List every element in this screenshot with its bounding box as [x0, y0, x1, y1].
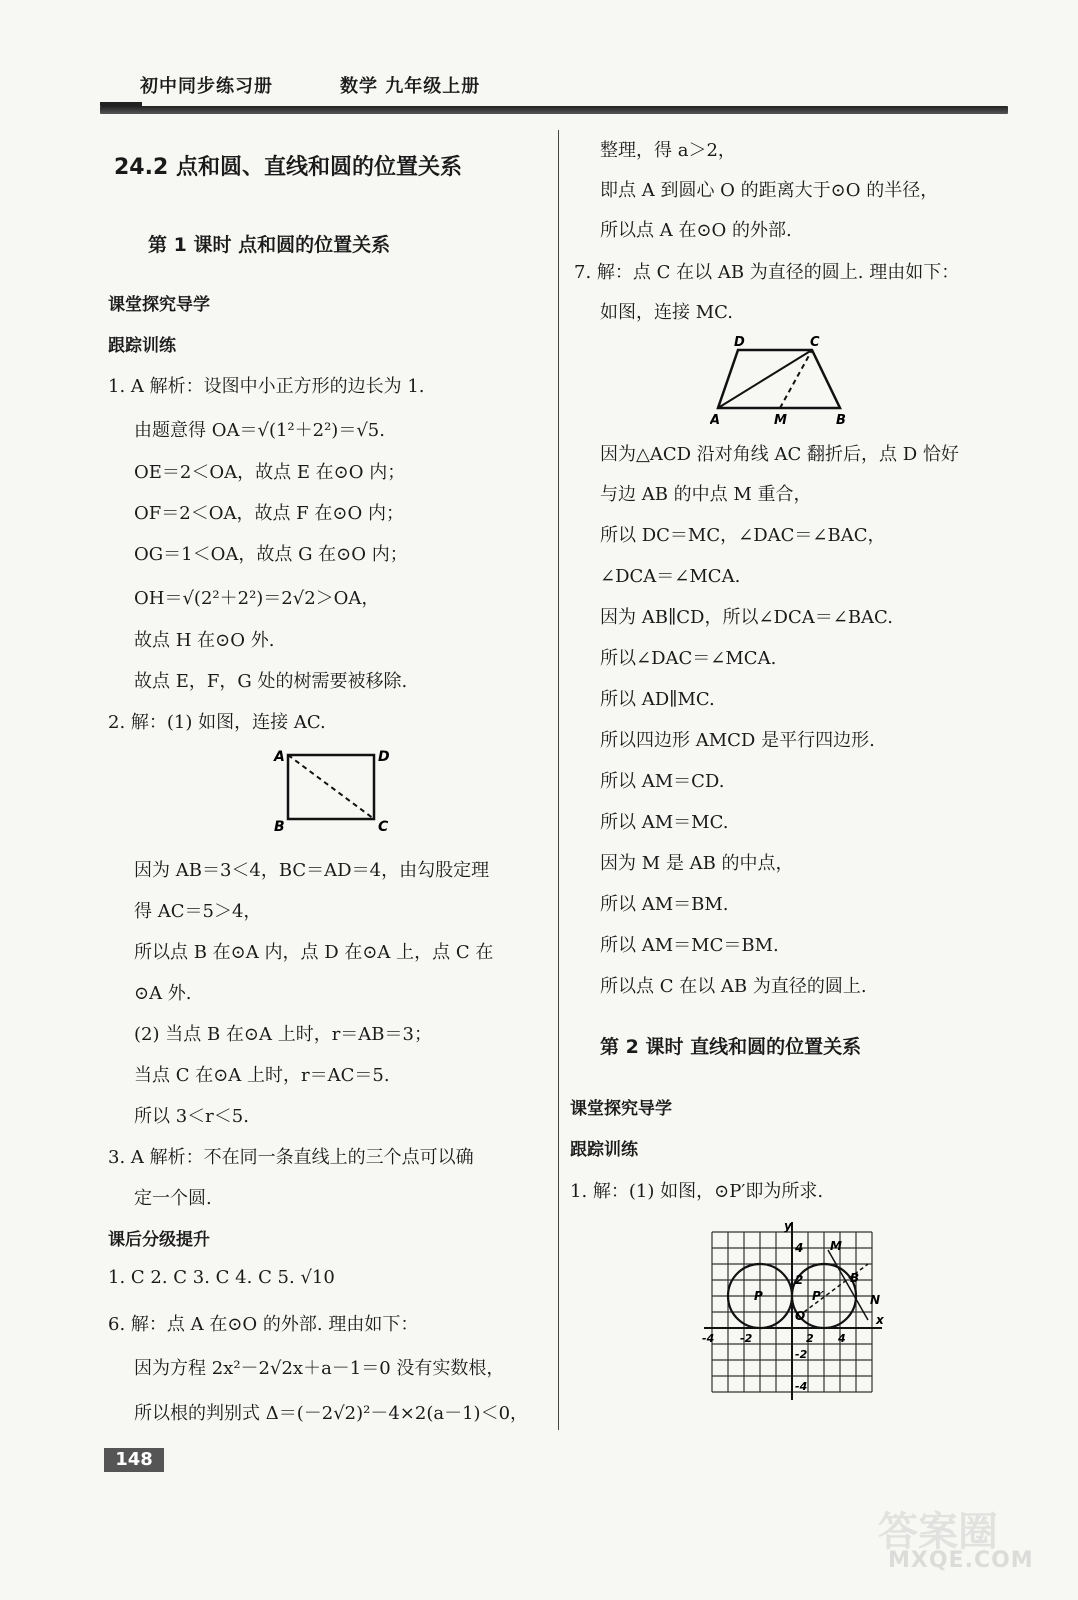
grid-label-neg2-x: -2 [740, 1332, 753, 1345]
answer-line: 7. 解：点 C 在以 AB 为直径的圆上. 理由如下： [574, 262, 960, 283]
grid-label-neg4-y: -4 [795, 1380, 808, 1393]
answer-line: 所以点 A 在⊙O 的外部. [600, 220, 792, 241]
watermark-url: MXQE.COM [888, 1548, 1034, 1573]
rect-label-c: C [378, 819, 389, 835]
answer-line: (2) 当点 B 在⊙A 上时，r＝AB＝3； [134, 1024, 432, 1045]
answer-line: 1. C 2. C 3. C 4. C 5. √10 [108, 1267, 335, 1288]
subheading-class: 课堂探究导学 [570, 1099, 672, 1119]
answer-line: 6. 解：点 A 在⊙O 的外部. 理由如下： [108, 1314, 419, 1335]
grid-label-o: O [795, 1309, 806, 1323]
grid-label-2-x: 2 [806, 1332, 814, 1345]
answer-line: 整理，得 a＞2， [600, 140, 736, 161]
trap-label-b: B [836, 413, 846, 428]
answer-line: 所以根的判别式 Δ＝(－2√2)²－4×2(a－1)＜0， [134, 1403, 529, 1424]
answer-line: 1. 解：(1) 如图，⊙P′即为所求. [570, 1181, 824, 1202]
page-number: 148 [104, 1448, 164, 1472]
answer-line: 如图，连接 MC. [600, 302, 734, 323]
answer-line: 故点 H 在⊙O 外. [134, 630, 275, 651]
grid-label-neg4-x: -4 [702, 1332, 715, 1345]
grid-label-x: x [876, 1313, 884, 1327]
grid-label-y: y [784, 1220, 792, 1233]
answer-line: ∠DCA＝∠MCA. [600, 566, 741, 587]
answer-line: 3. A 解析：不在同一条直线上的三个点可以确 [108, 1147, 474, 1168]
answer-line: 所以 AM＝MC. [600, 812, 729, 833]
answer-line: 2. 解：(1) 如图，连接 AC. [108, 712, 326, 733]
answer-line: 因为 AB＝3＜4，BC＝AD＝4，由勾股定理 [134, 860, 490, 881]
grid-label-p-prime: P′ [812, 1289, 824, 1303]
answer-line: 所以 DC＝MC，∠DAC＝∠BAC， [600, 525, 886, 546]
trap-label-d: D [734, 335, 745, 350]
answer-line: 因为 AB∥CD，所以∠DCA＝∠BAC. [600, 607, 893, 628]
grid-label-neg2-y: -2 [795, 1348, 808, 1361]
answer-line: ⊙A 外. [134, 983, 192, 1004]
answer-line: 所以点 C 在以 AB 为直径的圆上. [600, 976, 867, 997]
rect-label-b: B [274, 819, 285, 835]
rectangle-figure [268, 745, 408, 835]
book-title: 初中同步练习册 [140, 76, 273, 97]
answer-line: 所以四边形 AMCD 是平行四边形. [600, 730, 875, 751]
grid-label-2-y: 2 [795, 1273, 804, 1287]
diagonal-ac [718, 350, 812, 408]
trapezoid-figure [710, 332, 860, 428]
subheading-track: 跟踪训练 [570, 1140, 638, 1160]
rect-label-d: D [378, 749, 390, 765]
trap-label-c: C [810, 335, 820, 350]
answer-line: OH＝√(2²＋2²)＝2√2＞OA， [134, 588, 380, 609]
subheading-track: 跟踪训练 [108, 336, 176, 356]
answer-line: 1. A 解析：设图中小正方形的边长为 1. [108, 376, 425, 397]
column-divider [558, 130, 559, 1430]
grid-label-4-y: 4 [795, 1241, 804, 1255]
line-segment [828, 1250, 868, 1320]
answer-line: 即点 A 到圆心 O 的距离大于⊙O 的半径， [600, 180, 939, 201]
subheading-class: 课堂探究导学 [108, 295, 210, 315]
trapezoid-abcd [718, 350, 840, 408]
answer-line: 所以 AD∥MC. [600, 689, 715, 710]
trap-label-m: M [774, 413, 787, 428]
diagonal-ac [288, 755, 374, 819]
watermark-text: 答案圈 [878, 1509, 998, 1555]
header-rule [100, 106, 1008, 114]
answer-line: 所以 AM＝MC＝BM. [600, 935, 779, 956]
answer-line: 当点 C 在⊙A 上时，r＝AC＝5. [134, 1065, 390, 1086]
book-subject: 数学 九年级上册 [340, 76, 481, 97]
coordinate-grid-figure [700, 1220, 890, 1410]
answer-line: 因为△ACD 沿对角线 AC 翻折后，点 D 恰好 [600, 444, 959, 465]
page-header [100, 72, 1008, 118]
answer-line: 定一个圆. [134, 1188, 212, 1209]
lesson1-title: 第 1 课时 点和圆的位置关系 [148, 234, 391, 256]
answer-line: 故点 E，F，G 处的树需要被移除. [134, 671, 408, 692]
answer-line: OF＝2＜OA，故点 F 在⊙O 内； [134, 503, 404, 524]
rect-label-a: A [274, 749, 285, 765]
lesson2-title: 第 2 课时 直线和圆的位置关系 [600, 1036, 862, 1058]
trap-label-a: A [710, 413, 721, 428]
answer-line: 与边 AB 的中点 M 重合， [600, 484, 812, 505]
grid-label-p: P [754, 1289, 763, 1303]
watermark [878, 1500, 1058, 1580]
grid-label-m: M [830, 1239, 842, 1253]
answer-line: 所以点 B 在⊙A 内，点 D 在⊙A 上，点 C 在 [134, 942, 494, 963]
answer-line: OE＝2＜OA，故点 E 在⊙O 内； [134, 462, 406, 483]
answer-line: 因为 M 是 AB 的中点， [600, 853, 794, 874]
grid-label-b: B [850, 1271, 860, 1285]
answer-line: 得 AC＝5＞4， [134, 901, 262, 922]
answer-line: 所以 AM＝BM. [600, 894, 729, 915]
section-title: 24.2 点和圆、直线和圆的位置关系 [114, 155, 462, 180]
grid-label-4-x: 4 [838, 1332, 846, 1345]
answer-line: OG＝1＜OA，故点 G 在⊙O 内； [134, 544, 408, 565]
answer-line: 所以 AM＝CD. [600, 771, 725, 792]
answer-line: 所以∠DAC＝∠MCA. [600, 648, 777, 669]
answer-line: 因为方程 2x²－2√2x＋a－1＝0 没有实数根， [134, 1358, 505, 1379]
answer-line: 由题意得 OA＝√(1²＋2²)＝√5. [134, 420, 385, 441]
subheading-after-class: 课后分级提升 [108, 1230, 210, 1250]
answer-line: 所以 3＜r＜5. [134, 1106, 249, 1127]
grid-label-n: N [870, 1293, 881, 1307]
